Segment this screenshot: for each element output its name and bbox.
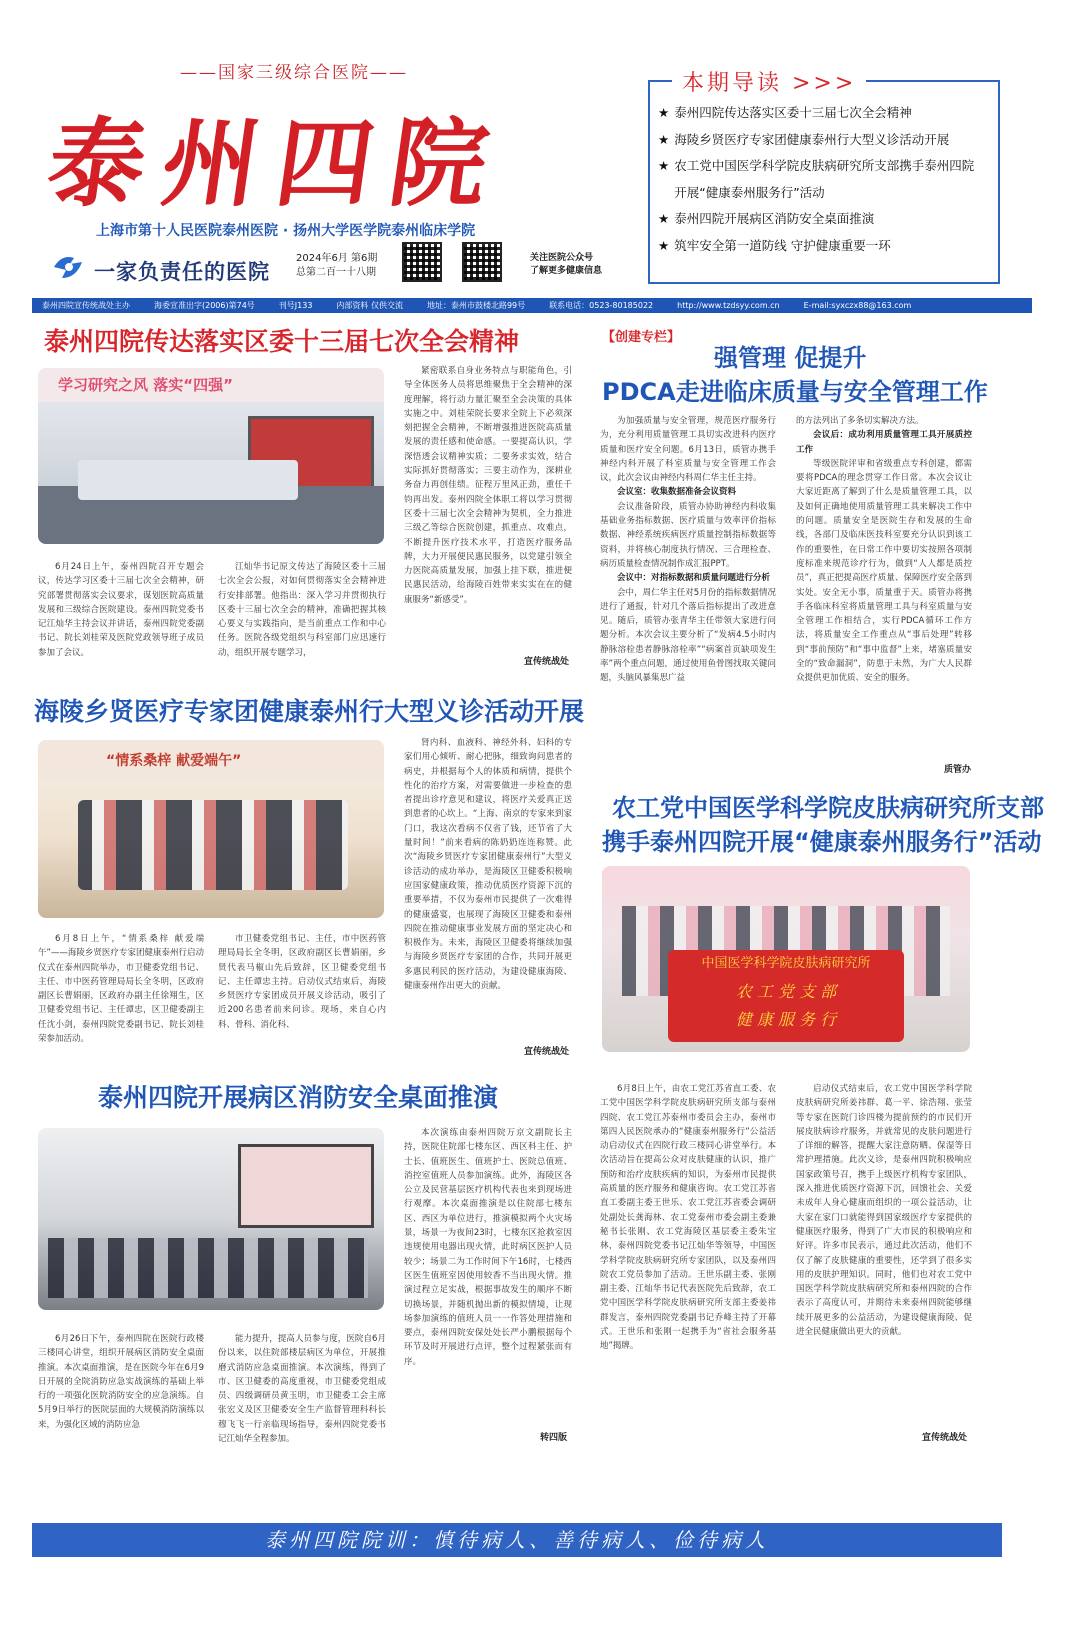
article4-title-line2: PDCA走进临床质量与安全管理工作: [602, 378, 988, 406]
article2-byline: 宣传统战处: [524, 1047, 570, 1057]
article5-byline: 宣传统战处: [922, 1433, 968, 1443]
article3-title: 泰州四院开展病区消防安全桌面推演: [98, 1083, 499, 1112]
article4-col2: 的方法列出了多条切实解决方法。 会议后：成功利用质量管理工具开展质控工作 等级医院评审和省级重点专科创建，都需要将PDCA的理念贯穿工作日常。本次会议让大家近距离了解到了什么是质量管理工具，以及如何正确地使用质量管理工具来解决工作中的问题。质量安全是医院生存和发展的生命线，各部门及临床医技科室要充分认识到该工作的重要性，在日常工作中要切实按照各项制度标准来规范诊疗行为，做到“人人都是质控员”，真正把提高医疗质量、保障医疗安全落到实处。安全无小事，质量重于天。质管办将携手各临床科室将质量管理工具与科室质量与安全管理工作相结合，实行PDCA循环工作方法，将质量安全工作重点从“事后处理”转移到“事前预防”和“事中监督”上来，堵塞质量安全的“致命漏洞”，防患于未然，为广大人民群众提供更加优质、安全的服务。: [796, 416, 972, 684]
guide-item[interactable]: ★ 筑牢安全第一道防线 守护健康重要一环: [658, 237, 891, 253]
article4-subhead: 会议室：收集数据准备会议资料: [617, 487, 737, 498]
qr-code-icon[interactable]: [462, 242, 502, 282]
masthead-subtitle: ——国家三级综合医院——: [180, 63, 408, 83]
article1-title: 泰州四院传达落实区委十三届七次全会精神: [44, 327, 520, 356]
guide-item[interactable]: 开展“健康泰州服务行”活动: [674, 184, 825, 200]
qr-code-icon[interactable]: [402, 242, 442, 282]
info-internal: 内部资料 仅供交流: [336, 301, 403, 310]
article4-subhead: 会议后：成功利用质量管理工具开展质控工作: [796, 430, 972, 455]
hospital-motto: 泰州四院院训：慎待病人、善待病人、俭待病人: [32, 1523, 1002, 1557]
column-tag: 【创建专栏】: [602, 330, 681, 345]
guide-list: [658, 100, 974, 259]
info-address: 地址：泰州市鼓楼北路99号: [426, 301, 526, 310]
info-permit: 海委宣准出字(2006)第74号: [154, 301, 255, 310]
info-serial: 刊号J133: [278, 301, 313, 310]
guide-title: 本期导读 >>>: [672, 66, 866, 97]
red-banner: 中国医学科学院皮肤病研究所 农 工 党 支 部 健 康 服 务 行: [668, 950, 904, 1042]
article2-col3: 肾内科、血液科、神经外科、妇科的专家们用心倾听、耐心把脉，细致询问患者的病史，并根据每个人的体质和病情，提供个性化的治疗方案，对需要做进一步检查的患者提出诊疗意见和建议，将医疗关爱真正送到患者的心坎上。“上海、南京的专家来到家门口，我这次看病不仅省了钱，还节省了大量时间！”前来看病的陈奶奶连连称赞。此次“海陵乡贤医疗专家团健康泰州行”大型义诊活动的成功举办，是海陵区卫健委积极响应国家健康政策，推动优质医疗资源下沉的重要举措，不仅为泰州市民提供了一次难得的健康盛宴，也展现了海陵区卫健委和泰州四院在推动健康事业发展方面的坚定决心和积极作为。未来，海陵区卫健委将继续加强与海陵乡贤医疗专家团的合作，共同开展更多惠民利民的医疗活动，为建设健康海陵、健康泰州作出更大的贡献。: [404, 738, 572, 992]
hospital-logo-icon: [52, 252, 86, 282]
article2-col1: 6月8日上午，“情系桑梓 献爱端午”——海陵乡贤医疗专家团健康泰州行启动仪式在泰州四院举办，市卫健委党组书记、主任、市中医药管理局局长全冬明，区政府副区长曹娟丽，区政府办副主任徐翔生，区卫健委党组书记、主任谭忠，区卫健委副主任沈小剑，泰州四院党委副书记、院长刘桂荣参加活动。: [38, 934, 204, 1045]
article3-col3: 本次演练由泰州四院万京文副院长主持，医院住院部七楼东区、西区科主任、护士长、值班医生、值班护士、医院总值班、消控室值班人员参加演练。此外，海陵区各公立及民营基层医疗机构代表也来到现场进行观摩。本次桌面推演是以住院部七楼东区、西区为单位进行，推演模拟两个火灾场景，场景一为夜间23时，七楼东区抢救室因违规使用电器出现火情，此时病区医护人员较少；场景二为工作时间下午16时，七楼西区医生值班室因使用较香不当出现火情。推演过程立足实战，根据事故发生的顺序不断切换场景，并随机抛出新的模拟情境，让现场参加演练的值班人员一一作答处理措施和要点，泰州四院安保处处长严小鹏根据每个环节及时开展进行点评，整个过程紧张而有序。: [404, 1128, 572, 1367]
article3-byline: 转四版: [540, 1433, 568, 1443]
info-phone: 联系电话：0523-80185022: [549, 301, 654, 310]
banner-group-photo: [602, 866, 970, 1052]
issue-total: 总第二百一十八期: [296, 267, 376, 278]
article4-subhead: 会议中：对指标数据和质量问题进行分析: [617, 573, 771, 584]
article4-col1: 为加强质量与安全管理，规范医疗服务行为，充分利用质量管理工具切实改进科内医疗质量和医疗安全问题。6月13日，质管办携手神经内科开展了科室质量与安全管理工作会议，此次会议由神经内科周仁华主任主持。 会议室：收集数据准备会议资料 会议准备阶段，质管办协助神经内科收集基础业务指标数据、医疗质量与效率评价指标数据、神经系统疾病医疗质量控制指标数据等资料，并将核心制度执行情况、三合理检查、病历质量检查情况制作成汇报PPT。 会议中：对指标数据和质量问题进行分析 会中，周仁华主任对5月份的指标数据情况进行了通报，针对几个落后指标提出了改进意见。随后，质管办张青华主任带领大家进行问题分析。本次会议主要分析了“发病4.5小时内静脉溶栓患者静脉溶栓率”“病案首页缺项发生率”两个重点问题，通过使用鱼骨图找取关键问题，头脑风暴集思广益: [600, 416, 776, 684]
info-bar: [32, 298, 1032, 313]
article2-title: 海陵乡贤医疗专家团健康泰州行大型义诊活动开展: [34, 697, 585, 726]
article5-title-line1: 农工党中国医学科学院皮肤病研究所支部: [612, 794, 1044, 822]
article5-title-line2: 携手泰州四院开展“健康泰州服务行”活动: [602, 828, 1042, 856]
guide-item[interactable]: ★ 泰州四院开展病区消防安全桌面推演: [658, 211, 875, 226]
article1-col2: 江灿华书记原文传达了海陵区委十三届七次全会公报，对如何贯彻落实全会精神进行安排部署。他指出：深入学习并贯彻执行区委十三届七次全会的精神，准确把握其核心要义与实践指向，是当前重点工作和中心任务。医院各级党组织与科室部门应迅速行动，组织开展专题学习，: [218, 562, 386, 658]
group-photo: “情系桑梓 献爱端午”: [38, 740, 384, 918]
masthead-title: 泰州四院: [41, 107, 513, 220]
article5-col2: 启动仪式结束后，农工党中国医学科学院皮肤病研究所姜祎群、葛一平、徐浩翔、张莹等专家在医院门诊四楼为提前预约的市民们开展皮肤病诊疗服务，并就常见的皮肤问题进行了详细的解答，提醒大家注意防晒、保湿等日常护理措施。此次义诊，是泰州四院积极响应国家政策号召，携手上级医疗机构专家团队，深入推进优质医疗资源下沉，回馈社会、关爱未成年人身心健康而组织的一项公益活动，让大家在家门口就能得到国家级医疗专家提供的健康医疗服务，得到了广大市民的积极响应和好评。许多市民表示，通过此次活动，他们不仅了解了皮肤健康的重要性，还学到了很多实用的皮肤护理知识。同时，他们也对农工党中国医学科学院皮肤病研究所和泰州四院的合作表示了高度认可，并期待未来泰州四院能够继续开展更多的公益活动，为建设健康海陵、促进全民健康做出更大的贡献。: [796, 1084, 972, 1338]
issue-date: 2024年6月 第6期: [296, 253, 378, 264]
guide-item[interactable]: ★ 海陵乡贤医疗专家团健康泰州行大型义诊活动开展: [658, 131, 950, 147]
article1-col1: 6月24日上午，泰州四院召开专题会议，传达学习区委十三届七次全会精神，研究部署贯彻落实会议要求，谋划医院高质量发展和三级综合医院建设。泰州四院党委书记江灿华主持会议并讲话，泰州四院党委副书记、院长刘桂荣及医院党政领导班子成员参加了会议。: [38, 562, 204, 658]
article4-byline: 质管办: [944, 765, 972, 775]
guide-item[interactable]: ★ 泰州四院传达落实区委十三届七次全会精神: [658, 105, 912, 120]
article1-col3: 紧密联系自身业务特点与职能角色，引导全体医务人员将思维聚焦于全会精神的深度理解，将行动力量汇聚至全会决策的具体实施之中。刘桂荣院长要求全院上下必须深刻把握全会精神，不断增强推进医院高质量发展的责任感和使命感。一要提高认识，学深悟透会议精神实质；二要务求实效，结合实际抓好贯彻落实；三要主动作为，深耕业务奋力再创佳绩。征程万里风正劲，重任千钧再出发。泰州四院全体职工将以学习贯彻区委十三届七次全会精神为契机，全力推进三级乙等综合医院创建，抓重点、攻难点，不断提升医疗技术水平，打造医疗服务品牌，大力开展便民惠民服务，以党建引领全力医院高质量发展，加强上挂下联，推进便民惠民活动，给海陵百姓带来实实在在的健康服务“新感受”。: [404, 366, 572, 605]
drill-photo: [38, 1128, 384, 1310]
article1-byline: 宣传统战处: [524, 657, 570, 667]
meeting-photo: 学习研究之风 落实“四强”: [38, 368, 384, 544]
info-website[interactable]: http://www.tzdsyy.com.cn: [677, 301, 780, 310]
article4-title-line1: 强管理 促提升: [714, 344, 867, 372]
follow-note: 关注医院公众号 了解更多健康信息: [530, 253, 603, 276]
issue-info: [296, 252, 377, 280]
hospital-slogan: 一家负责任的医院: [94, 260, 270, 284]
masthead-organization: 上海市第十人民医院泰州医院 · 扬州大学医学院泰州临床学院: [96, 223, 476, 239]
info-publisher: 泰州四院宣传统战处主办: [42, 301, 130, 310]
article3-col1: 6月26日下午，泰州四院在医院行政楼三楼同心讲堂，组织开展病区消防安全桌面推演。本次桌面推演，是在医院今年在6月9日开展的全院消防应急实战演练的基础上举行的一项强化医院消防安全的应急演练。自5月9日举行的医院层面的大规模消防演练以来，为强化区域的消防应急: [38, 1334, 204, 1430]
article2-col2: 市卫健委党组书记、主任，市中医药管理局局长全冬明，区政府副区长曹娟丽，乡贤代表马椒山先后致辞，区卫健委党组书记、主任谭忠主持。启动仪式结束后，海陵乡贤医疗专家团成员开展义诊活动，吸引了近200名患者前来问诊。现场，来自心内科、骨科、消化科、: [218, 934, 386, 1030]
article3-col2: 能力提升，提高人员参与度，医院自6月份以来，以住院部楼层病区为单位，开展推磨式消防应急桌面推演。本次演练，得到了市、区卫健委的高度重视，市卫健委党组成员、四级调研员黄玉明，市卫健委工会主席张宏义及区卫健委安全生产监督管理科科长穆飞飞一行亲临现场指导，泰州四院党委书记江灿华全程参加。: [218, 1334, 386, 1445]
guide-item[interactable]: ★ 农工党中国医学科学院皮肤病研究所支部携手泰州四院: [658, 158, 975, 173]
article5-col1: 6月8日上午，由农工党江苏省直工委、农工党中国医学科学院皮肤病研究所支部与泰州四院、农工党江苏泰州市委员会主办，泰州市第四人民医院承办的“健康泰州服务行”公益活动启动仪式在四院行政三楼同心讲堂举行。本次活动旨在提高公众对皮肤健康的认识，推广预防和治疗皮肤疾病的知识，为泰州市民提供高质量的医疗服务和健康咨询。农工党江苏省直工委副主委王世乐、农工党江苏省委会调研处副处长龚海林、农工党泰州市委会副主委兼秘书长张刚、农工党海陵区基层委主委朱宝林，泰州四院党委书记江灿华等领导，中国医学科学院皮肤病研究所专家团队，以及泰州四院农工党员参加了活动。王世乐副主委、张刚副主委、江灿华书记代表医院先后致辞，农工党中国医学科学院皮肤病研究所支部主委姜祎群发言，泰州四院党委副书记乔峰主持了开幕式。王世乐和张刚一起携手为“省社会服务基地”揭牌。: [600, 1084, 776, 1352]
info-email[interactable]: E-mail:syxczx88@163.com: [803, 301, 912, 310]
